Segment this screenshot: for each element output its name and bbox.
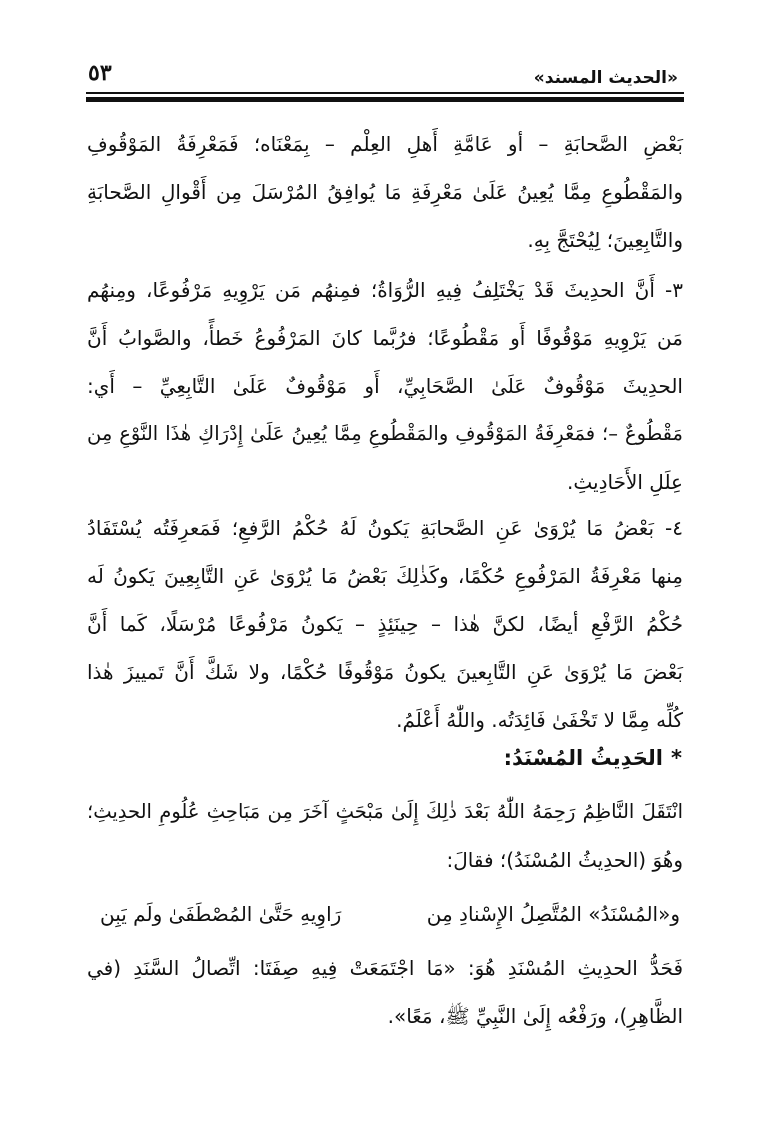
header-rule-thin — [86, 92, 684, 94]
verse-first-hemistich: و«المُسْنَدُ» المُتَّصِلُ الإِسْنادِ مِن — [426, 902, 680, 926]
page-number: ٥٣ — [88, 60, 112, 86]
paragraph-5 — [87, 944, 683, 1040]
text-line: ٤- بَعْضُ مَا يُرْوَىٰ عَنِ الصَّحابَةِ يَكونُ لَهُ حُكْمُ الرَّفعِ؛ فَمَعرِفَتُه يُسْتَفَادُ — [87, 516, 683, 540]
text-line: بَعْضَ مَا يُرْوَىٰ عَنِ التَّابِعينَ يكونُ مَوْقُوفًا حُكْمًا، ولا شَكَّ أَنَّ تَمييزَ هٰذا — [87, 660, 683, 684]
text-line: كُلِّه مِمَّا لا تَخْفَىٰ فَائِدَتُه. واللّٰهُ أَعْلَمُ. — [396, 708, 683, 732]
text-line: ٣- أَنَّ الحدِيثَ قَدْ يَخْتَلِفُ فِيهِ الرُّوَاةُ؛ فمِنهُم مَن يَرْوِيهِ مَرْفُوعًا، ومِنهُم — [87, 278, 683, 302]
paragraph-1 — [87, 120, 683, 264]
text-line: بَعْضِ الصَّحابَةِ – أو عَامَّةِ أَهلِ العِلْم – بِمَعْنَاه؛ فَمَعْرِفَةُ المَوْقُوفِ — [87, 132, 683, 156]
verse-second-hemistich: رَاوِيهِ حَتَّىٰ المُصْطَفَىٰ ولَم يَبِن — [100, 902, 342, 926]
star-bullet: * — [671, 746, 682, 770]
text-line: انْتَقَلَ النَّاظِمُ رَحِمَهُ اللّٰهُ بَعْدَ ذٰلِكَ إِلَىٰ مَبْحَثٍ آخَرَ مِن مَبَاحِثِ عُلُومِ الحدِيثِ؛ — [87, 800, 683, 823]
poetry-verse — [100, 892, 680, 936]
text-line: مَن يَرْوِيهِ مَوْقُوفًا أَو مَقْطُوعًا؛ فرُبَّما كانَ المَرْفُوعُ خَطأً، والصَّوابُ أَنَّ — [87, 326, 683, 350]
text-line: فَحَدُّ الحدِيثِ المُسْنَدِ هُوَ: «مَا اجْتَمَعَتْ فِيهِ صِفَتَا: اتِّصالُ السَّنَدِ (في — [87, 956, 683, 980]
text-line: الظَّاهِرِ)، ورَفْعُه إِلَىٰ النَّبِيِّ ﷺ، مَعًا». — [387, 1004, 683, 1028]
text-line: والمَقْطُوعِ مِمَّا يُعِينُ عَلَىٰ مَعْرِفَةِ مَا يُوافِقُ المُرْسَلَ مِن أَقْوالِ الصَّحابَةِ — [87, 180, 683, 204]
text-line: حُكْمُ الرَّفْعِ أيضًا، لكنَّ هٰذا – حِينَئِذٍ – يَكونُ مَرْفُوعًا مُرْسَلًا، كَما أَنَّ — [87, 612, 683, 636]
text-line: مِنها مَعْرِفَةُ المَرْفُوعِ حُكْمًا، وكَذٰلِكَ بَعْضُ مَا يُرْوَىٰ عَنِ التَّابِعِينَ يَكونُ لَه — [87, 564, 683, 588]
paragraph-4 — [87, 788, 683, 884]
section-heading — [504, 738, 682, 778]
header-rule-thick — [86, 97, 684, 102]
section-heading-text: الحَدِيثُ المُسْنَدُ: — [503, 746, 664, 770]
page-header — [82, 58, 682, 92]
paragraph-3 — [87, 504, 683, 744]
running-title: «الحديث المسند» — [533, 68, 678, 88]
text-line: وهُوَ (الحدِيثُ المُسْنَدُ)؛ فقالَ: — [446, 848, 683, 872]
text-line: مَقْطُوعٌ –؛ فمَعْرِفَةُ المَوْقُوفِ والمَقْطُوعِ مِمَّا يُعِينُ عَلَىٰ إِدْرَاكِ هٰذَا النَّوْعِ مِن — [87, 422, 683, 445]
text-line: عِلَلِ الأَحَادِيثِ. — [567, 470, 683, 494]
paragraph-2 — [87, 266, 683, 506]
text-line: الحدِيثَ مَوْقُوفٌ عَلَىٰ الصَّحَابِيِّ، أَو مَوْقُوفٌ عَلَىٰ التَّابِعِيِّ – أَي: — [87, 374, 683, 398]
text-line: والتَّابِعِينَ؛ لِيُحْتَجَّ بِهِ. — [527, 228, 683, 252]
